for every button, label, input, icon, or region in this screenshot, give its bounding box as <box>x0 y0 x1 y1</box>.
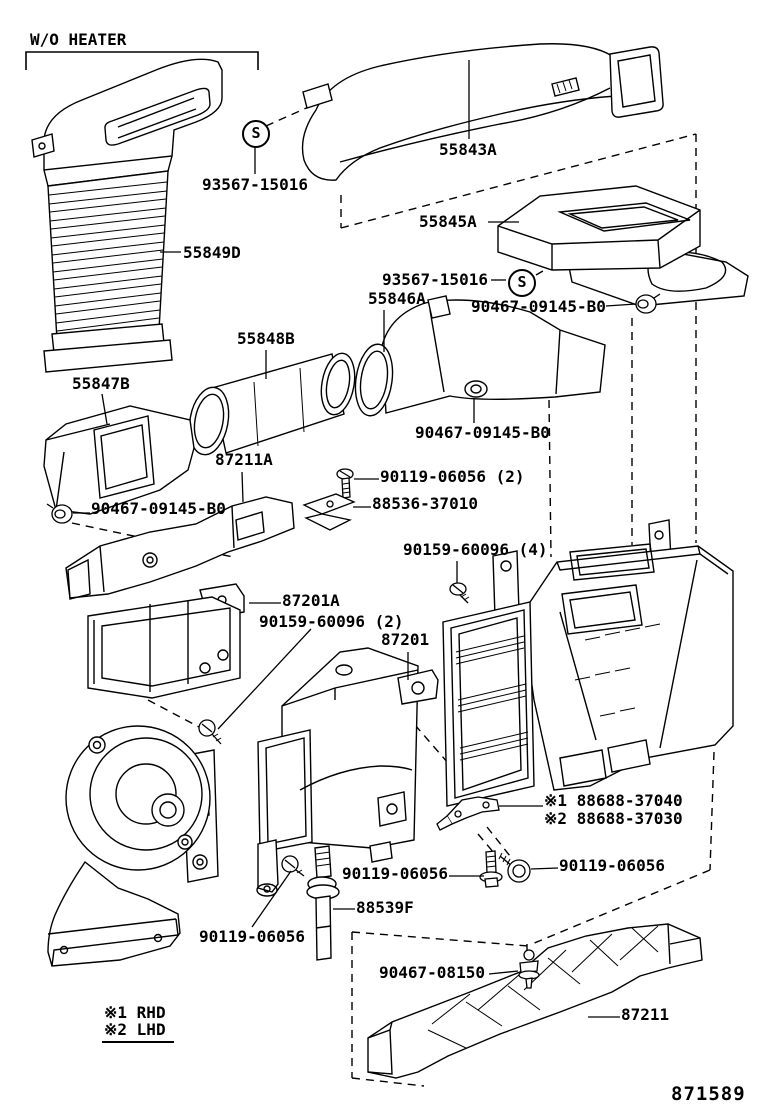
part-drain-tube-88539f <box>307 846 339 960</box>
footnote-rhd: ※1 RHD <box>104 1003 166 1022</box>
grommet-90467-09145-left-icon <box>47 504 72 523</box>
part-floor-duct-87211 <box>368 924 702 1078</box>
screw-90119-06056-bottom-icon <box>282 856 304 876</box>
part-label-90159-60096-x2: 90159-60096 (2) <box>259 612 404 631</box>
bolt-90119-06056-mid-icon <box>480 851 502 887</box>
part-heater-unit-assembly <box>443 520 733 806</box>
part-defroster-duct-55843a <box>303 44 664 180</box>
hose-clamp-symbol-mid: S <box>508 269 536 297</box>
part-label-55845a: 55845A <box>419 212 477 231</box>
part-duct-55848b <box>184 351 359 458</box>
part-label-55847b: 55847B <box>72 374 130 393</box>
part-bracket-frame-87201a <box>88 584 244 698</box>
part-duct-55847b <box>44 406 194 514</box>
part-air-cleaner-55849d <box>32 59 222 372</box>
part-label-55849d: 55849D <box>183 243 241 262</box>
bolt-90119-06056-right-icon <box>499 853 530 882</box>
part-label-55846a: 55846A <box>368 289 426 308</box>
part-label-90467-09145-left: 90467-09145-B0 <box>91 499 226 518</box>
part-label-87201a: 87201A <box>282 591 340 610</box>
part-label-88539f: 88539F <box>356 898 414 917</box>
part-label-87201: 87201 <box>381 630 430 649</box>
part-label-90119-06056-mid: 90119-06056 <box>342 864 448 883</box>
screw-90159-60096-x4-icon <box>450 583 469 603</box>
part-label-93567-15016-top: 93567-15016 <box>202 175 308 194</box>
part-label-90467-08150: 90467-08150 <box>379 963 485 982</box>
part-label-90119-06056-bottom: 90119-06056 <box>199 927 305 946</box>
part-label-90159-60096-x4: 90159-60096 (4) <box>403 540 548 559</box>
part-label-90467-09145-mid: 90467-09145-B0 <box>415 423 550 442</box>
part-label-88536-37010: 88536-37010 <box>372 494 478 513</box>
part-label-87211: 87211 <box>621 1005 670 1024</box>
hose-clamp-symbol-top: S <box>242 120 270 148</box>
part-label-90119-06056-x2: 90119-06056 (2) <box>380 467 525 486</box>
part-label-87211a: 87211A <box>215 450 273 469</box>
part-label-55843a: 55843A <box>439 140 497 159</box>
part-blower-assembly <box>48 726 218 966</box>
part-label-90119-06056-right: 90119-06056 <box>559 856 665 875</box>
screw-90119-06056-x2-icon <box>337 469 353 498</box>
screw-90159-60096-x2-icon <box>199 720 221 744</box>
figure-number: 871589 <box>671 1083 746 1105</box>
grommet-90467-09145-right-icon <box>636 294 660 313</box>
part-label-88688-37030-lhd: ※2 88688-37030 <box>544 809 683 828</box>
footnote-lhd: ※2 LHD <box>104 1020 166 1039</box>
part-duct-box-55845a <box>498 186 748 306</box>
part-label-88688-37040-rhd: ※1 88688-37040 <box>544 791 683 810</box>
wo-heater-bracket <box>26 52 258 70</box>
bracket-88536-37010-icon <box>304 494 354 530</box>
part-label-93567-15016-mid: 93567-15016 <box>382 270 488 289</box>
part-label-90467-09145-right: 90467-09145-B0 <box>471 297 606 316</box>
title-note: W/O HEATER <box>30 30 127 49</box>
part-label-55848b: 55848B <box>237 329 295 348</box>
